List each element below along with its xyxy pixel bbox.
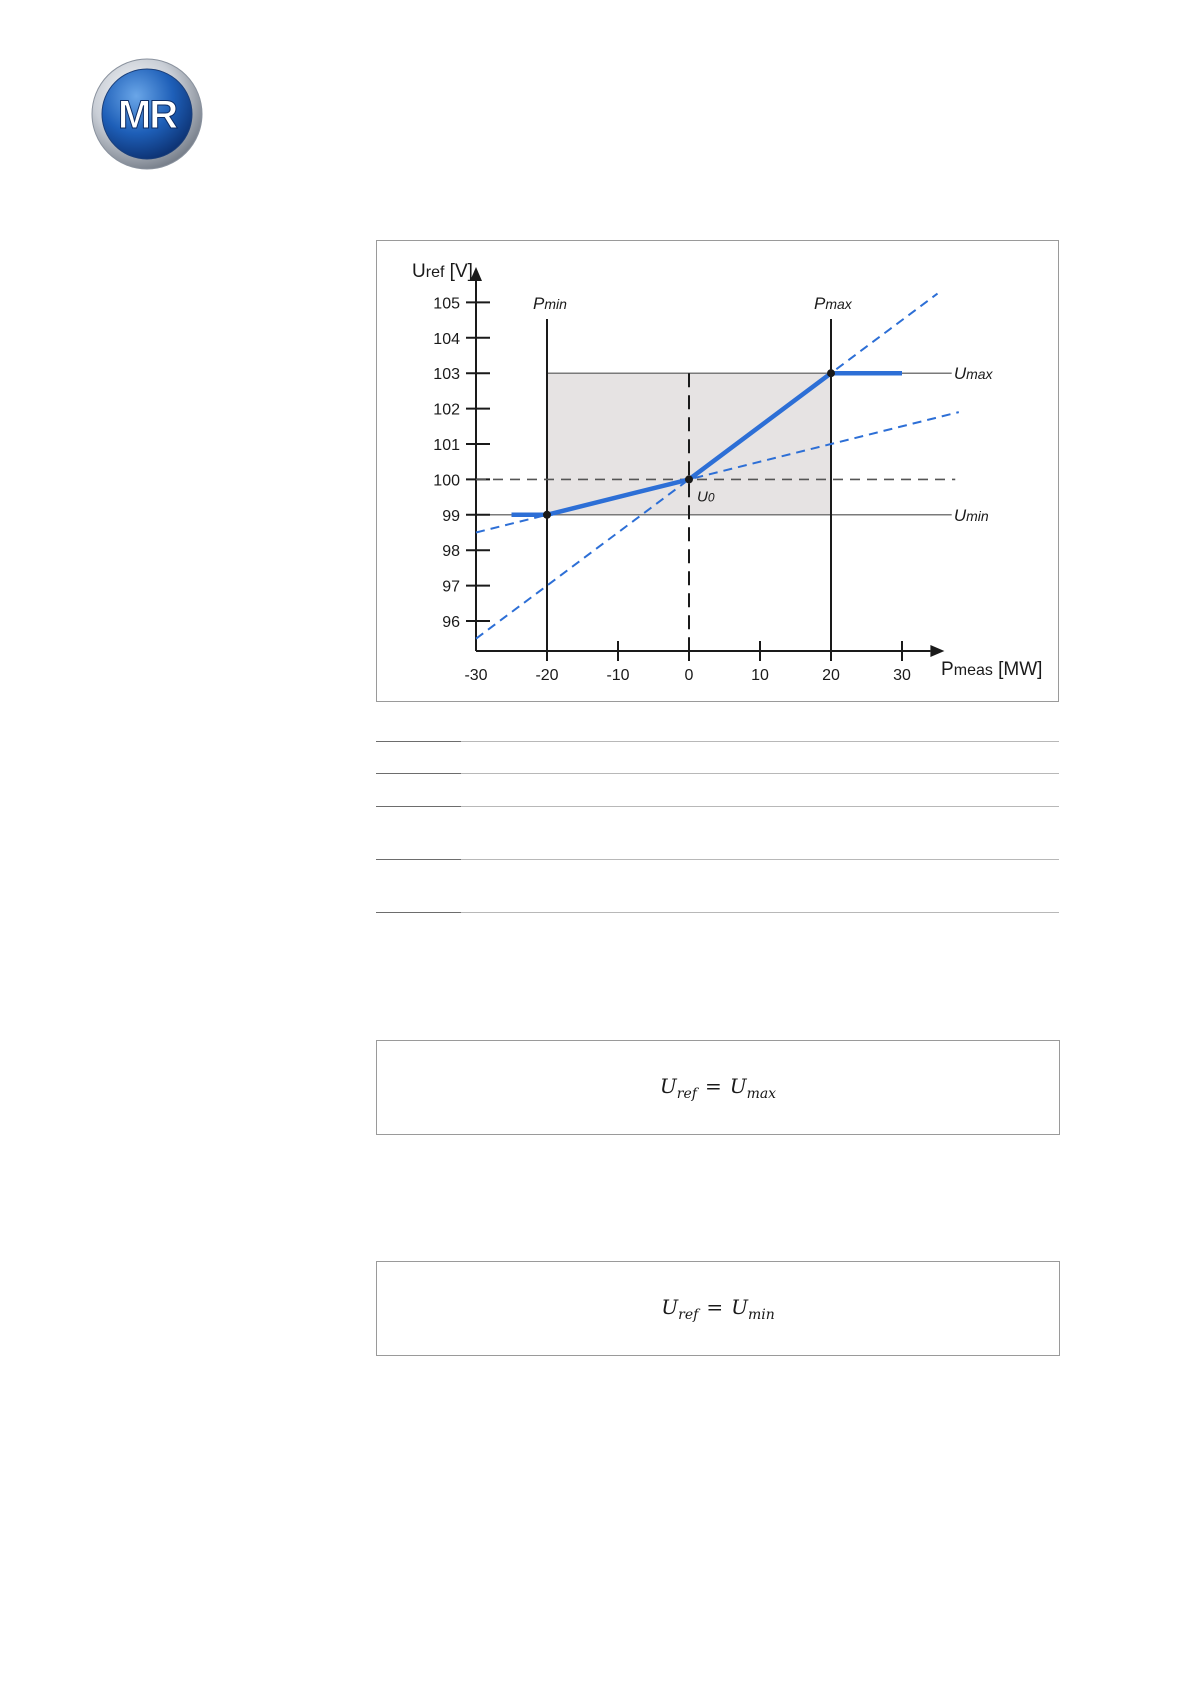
y-tick-label: 105 [433,295,460,313]
table-rule-left [376,912,461,913]
x-axis-label: Pmeas [MW] [941,659,1043,680]
x-tick-label: -10 [606,667,630,684]
mr-logo-icon [91,58,203,170]
chart-frame [376,240,1059,702]
formula-umin [661,1295,774,1323]
formula-lhs: U [661,1294,679,1319]
y-tick-label: 100 [433,472,460,490]
formula-lhs-sub: ref [676,1085,697,1102]
pmax-label: Pmax [814,294,852,313]
x-tick-label: 10 [751,667,769,684]
formula-rhs: U [729,1073,747,1098]
y-tick-label: 97 [442,578,460,596]
formula-rhs-sub: min [747,1306,775,1323]
table-rule [376,806,1059,807]
x-axis-arrow [930,645,944,657]
table-rule-left [376,741,461,742]
chart [377,241,1060,703]
formula-equals: = [704,1073,722,1098]
x-tick-label: 30 [893,667,911,684]
data-point [685,475,693,483]
umax-label: Umax [953,364,993,384]
y-tick-label: 96 [442,614,460,631]
y-tick-label: 101 [433,437,460,454]
logo-text: MR [117,93,177,137]
x-tick-label: 0 [684,667,694,684]
formula-lhs-sub: ref [678,1306,699,1323]
y-axis-label: Uref [V] [412,261,473,282]
formula-rhs-sub: max [746,1085,777,1102]
table-rule-left [376,859,461,860]
formula-lhs: U [659,1073,677,1098]
table-rule [376,859,1059,860]
table-rule [376,773,1059,774]
u0-label: U0 [697,488,715,506]
y-tick-label: 99 [442,507,460,525]
table-rule [376,912,1059,913]
formula-equals: = [706,1294,724,1319]
y-tick-label: 102 [433,401,460,419]
table-rule-left [376,773,461,774]
formula-box-umax [376,1040,1060,1135]
y-tick-label: 104 [433,330,460,348]
data-point [827,369,835,377]
y-tick-label: 103 [433,366,460,384]
table-rule-left [376,806,461,807]
y-tick-label: 98 [442,543,460,561]
table-rule [376,741,1059,742]
formula-box-umin [376,1261,1060,1356]
formula-rhs: U [731,1294,748,1319]
umin-label: Umin [953,505,989,525]
x-tick-label: -20 [535,667,559,684]
x-tick-label: -30 [464,667,488,684]
pmin-label: Pmin [533,294,567,313]
data-point [543,511,551,519]
x-tick-label: 20 [822,667,840,684]
mr-logo [91,58,203,170]
formula-umax [660,1074,776,1102]
